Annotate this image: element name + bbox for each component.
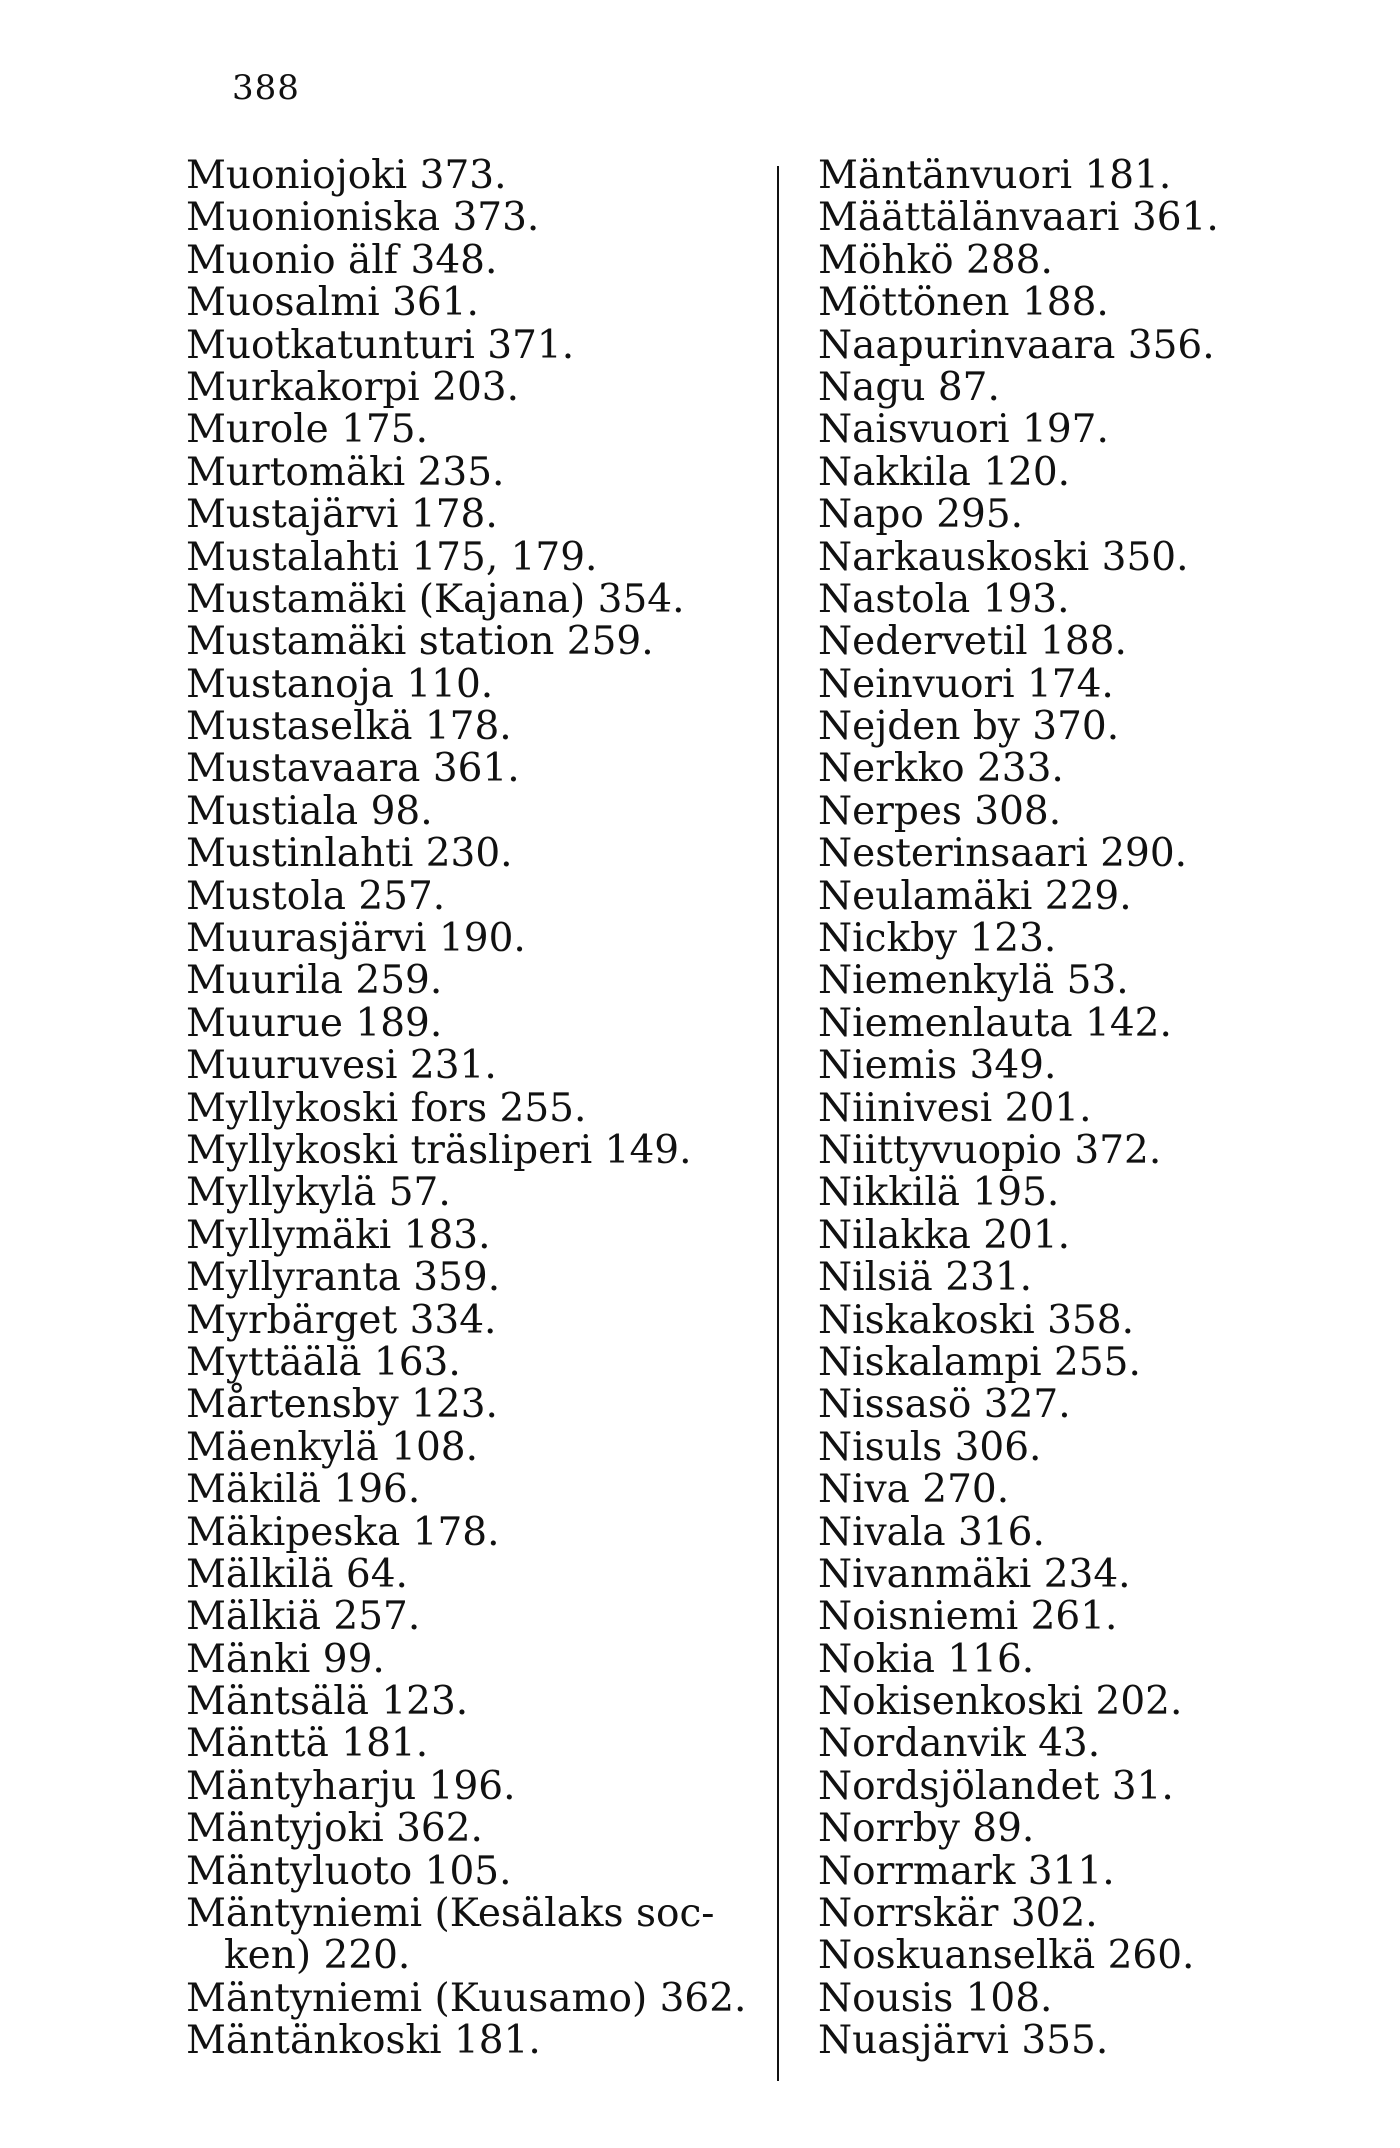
index-entry-continuation: ken) 220. <box>224 1933 411 1979</box>
index-entry: Mäntänkoski 181. <box>186 2018 541 2064</box>
index-entry: Nakkila 120. <box>818 449 1071 495</box>
index-entry: Nilakka 201. <box>818 1212 1071 1258</box>
page-number: 388 <box>232 68 300 108</box>
index-entry: Määttälänvaari 361. <box>818 195 1219 241</box>
index-entry: Mäntyniemi (Kesälaks soc- <box>186 1891 715 1937</box>
index-entry: Nissasö 327. <box>818 1382 1071 1428</box>
index-entry: Norrby 89. <box>818 1806 1035 1852</box>
index-entry: Mälkilä 64. <box>186 1551 408 1597</box>
index-entry: Myttäälä 163. <box>186 1339 461 1385</box>
index-entry: Niva 270. <box>818 1467 1010 1513</box>
index-entry: Mälkiä 257. <box>186 1594 421 1640</box>
index-entry: Niinivesi 201. <box>818 1085 1092 1131</box>
index-entry: Mustavaara 361. <box>186 746 520 792</box>
index-entry: Mäkipeska 178. <box>186 1509 500 1555</box>
index-entry: Nastola 193. <box>818 576 1070 622</box>
index-entry: Niskalampi 255. <box>818 1339 1141 1385</box>
index-entry: Naisvuori 197. <box>818 407 1109 453</box>
index-entry: Mustamäki station 259. <box>186 619 654 665</box>
index-entry: Muurila 259. <box>186 958 443 1004</box>
index-entry: Mänttä 181. <box>186 1721 429 1767</box>
index-entry: Mustola 257. <box>186 873 446 919</box>
index-entry: Neinvuori 174. <box>818 661 1114 707</box>
index-entry: Mustajärvi 178. <box>186 492 498 538</box>
index-entry: Nilsiä 231. <box>818 1255 1033 1301</box>
index-entry: Möttönen 188. <box>818 280 1109 326</box>
index-entry: Nikkilä 195. <box>818 1170 1060 1216</box>
index-entry: Nordsjölandet 31. <box>818 1763 1174 1809</box>
index-entry: Mäntyharju 196. <box>186 1763 516 1809</box>
index-entry: Myllykoski träsliperi 149. <box>186 1127 692 1173</box>
index-entry: Muurasjärvi 190. <box>186 916 526 962</box>
index-entry: Myllyranta 359. <box>186 1255 501 1301</box>
index-entry: Nordanvik 43. <box>818 1721 1101 1767</box>
index-entry: Nagu 87. <box>818 364 1000 410</box>
index-entry: Mäenkylä 108. <box>186 1424 479 1470</box>
index-entry: Murkakorpi 203. <box>186 364 520 410</box>
index-entry: Muoniojoki 373. <box>186 153 507 198</box>
index-entry: Nerkko 233. <box>818 746 1064 792</box>
index-entry: Mårtensby 123. <box>186 1382 498 1428</box>
index-entry: Muosalmi 361. <box>186 280 479 326</box>
index-entry: Nivanmäki 234. <box>818 1551 1131 1597</box>
index-entry: Narkauskoski 350. <box>818 534 1189 580</box>
index-entry: Naapurinvaara 356. <box>818 322 1215 368</box>
index-entry: Mäntyniemi (Kuusamo) 362. <box>186 1975 747 2021</box>
index-entry: Myrbärget 334. <box>186 1297 497 1343</box>
column-divider <box>777 166 779 2081</box>
index-entry: Nisuls 306. <box>818 1424 1042 1470</box>
index-entry: Nokia 116. <box>818 1636 1035 1682</box>
index-entry: Nousis 108. <box>818 1975 1053 2021</box>
index-entry: Muotkatunturi 371. <box>186 322 575 368</box>
index-entry: Mustinlahti 230. <box>186 831 513 877</box>
index-entry: Muonio älf 348. <box>186 237 498 283</box>
index-entry: Nivala 316. <box>818 1509 1045 1555</box>
index-entry: Norrmark 311. <box>818 1848 1115 1894</box>
index-entry: Mänki 99. <box>186 1636 385 1682</box>
index-entry: Mäkilä 196. <box>186 1467 421 1513</box>
index-entry: Norrskär 302. <box>818 1891 1098 1937</box>
index-entry: Nickby 123. <box>818 916 1057 962</box>
index-entry: Myllykoski fors 255. <box>186 1085 587 1131</box>
index-entry: Möhkö 288. <box>818 237 1053 283</box>
index-entry: Nokisenkoski 202. <box>818 1679 1183 1725</box>
index-entry: Nerpes 308. <box>818 788 1062 834</box>
index-right-column <box>818 155 1338 2063</box>
index-entry: Niskakoski 358. <box>818 1297 1134 1343</box>
index-entry: Niemis 349. <box>818 1043 1057 1089</box>
index-entry: Niemenkylä 53. <box>818 958 1129 1004</box>
index-entry: Noisniemi 261. <box>818 1594 1118 1640</box>
index-entry: Mustaselkä 178. <box>186 704 512 750</box>
index-entry: Muurue 189. <box>186 1000 443 1046</box>
index-entry: Mäntsälä 123. <box>186 1679 469 1725</box>
index-entry: Noskuanselkä 260. <box>818 1933 1195 1979</box>
index-entry: Nesterinsaari 290. <box>818 831 1188 877</box>
index-entry: Mäntyluoto 105. <box>186 1848 512 1894</box>
index-entry: Myllymäki 183. <box>186 1212 491 1258</box>
index-entry: Nedervetil 188. <box>818 619 1127 665</box>
index-entry: Murole 175. <box>186 407 428 453</box>
index-entry: Napo 295. <box>818 492 1024 538</box>
index-entry: Mustanoja 110. <box>186 661 494 707</box>
index-entry: Niittyvuopio 372. <box>818 1127 1162 1173</box>
index-entry: Mustamäki (Kajana) 354. <box>186 576 685 622</box>
index-entry: Nejden by 370. <box>818 704 1120 750</box>
index-entry: Mustalahti 175, 179. <box>186 534 598 580</box>
index-entry: Murtomäki 235. <box>186 449 505 495</box>
index-entry: Mäntyjoki 362. <box>186 1806 483 1852</box>
index-entry: Muuruvesi 231. <box>186 1043 497 1089</box>
index-entry: Mäntänvuori 181. <box>818 153 1172 198</box>
index-entry: Neulamäki 229. <box>818 873 1132 919</box>
index-entry: Myllykylä 57. <box>186 1170 451 1216</box>
index-left-column <box>186 155 766 2063</box>
index-entry: Niemenlauta 142. <box>818 1000 1172 1046</box>
index-entry: Muonioniska 373. <box>186 195 540 241</box>
index-entry: Nuasjärvi 355. <box>818 2018 1109 2064</box>
index-entry: Mustiala 98. <box>186 788 433 834</box>
